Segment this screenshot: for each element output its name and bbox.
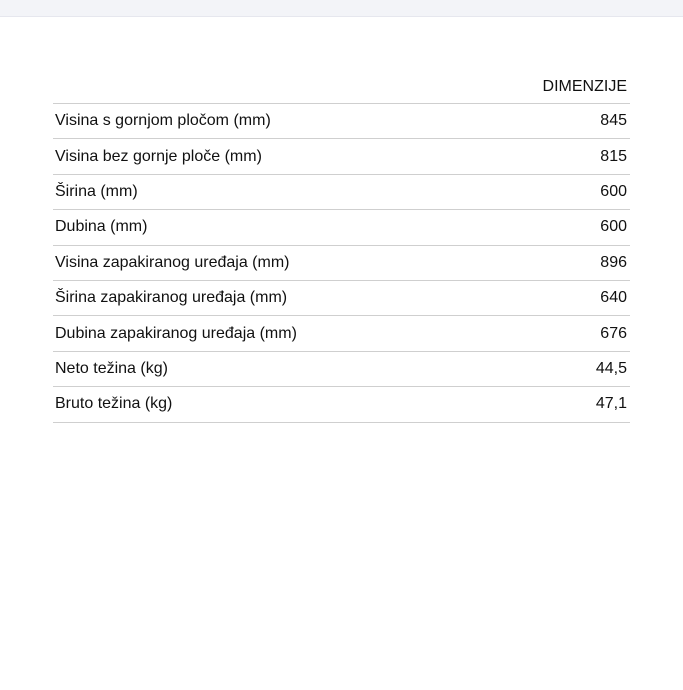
row-label: Neto težina (kg) <box>55 359 168 377</box>
row-value: 676 <box>600 324 627 342</box>
row-label: Bruto težina (kg) <box>55 395 173 413</box>
row-value: 845 <box>600 112 627 130</box>
table-row <box>53 352 630 387</box>
row-label: Visina zapakiranog uređaja (mm) <box>55 253 290 271</box>
row-label: Visina s gornjom pločom (mm) <box>55 112 271 130</box>
table-row <box>53 175 630 210</box>
row-value: 600 <box>600 218 627 236</box>
row-value: 44,5 <box>595 359 627 377</box>
table-row <box>53 104 630 139</box>
row-value: 47,1 <box>595 395 627 413</box>
table-row <box>53 387 630 422</box>
row-label: Dubina zapakiranog uređaja (mm) <box>55 324 297 342</box>
table-header <box>53 70 630 104</box>
row-value: 640 <box>600 289 627 307</box>
dimensions-table <box>53 70 630 423</box>
row-value: 600 <box>600 182 627 200</box>
row-label: Širina zapakiranog uređaja (mm) <box>55 289 288 307</box>
row-value: 815 <box>600 147 627 165</box>
table-header-label: DIMENZIJE <box>542 77 627 95</box>
table-row <box>53 281 630 316</box>
row-label: Širina (mm) <box>55 182 138 200</box>
row-label: Visina bez gornje ploče (mm) <box>55 147 262 165</box>
row-value: 896 <box>600 253 627 271</box>
table-row <box>53 316 630 351</box>
table-row <box>53 210 630 245</box>
table-row <box>53 246 630 281</box>
top-bar <box>0 0 683 17</box>
table-row <box>53 139 630 174</box>
row-label: Dubina (mm) <box>55 218 148 236</box>
